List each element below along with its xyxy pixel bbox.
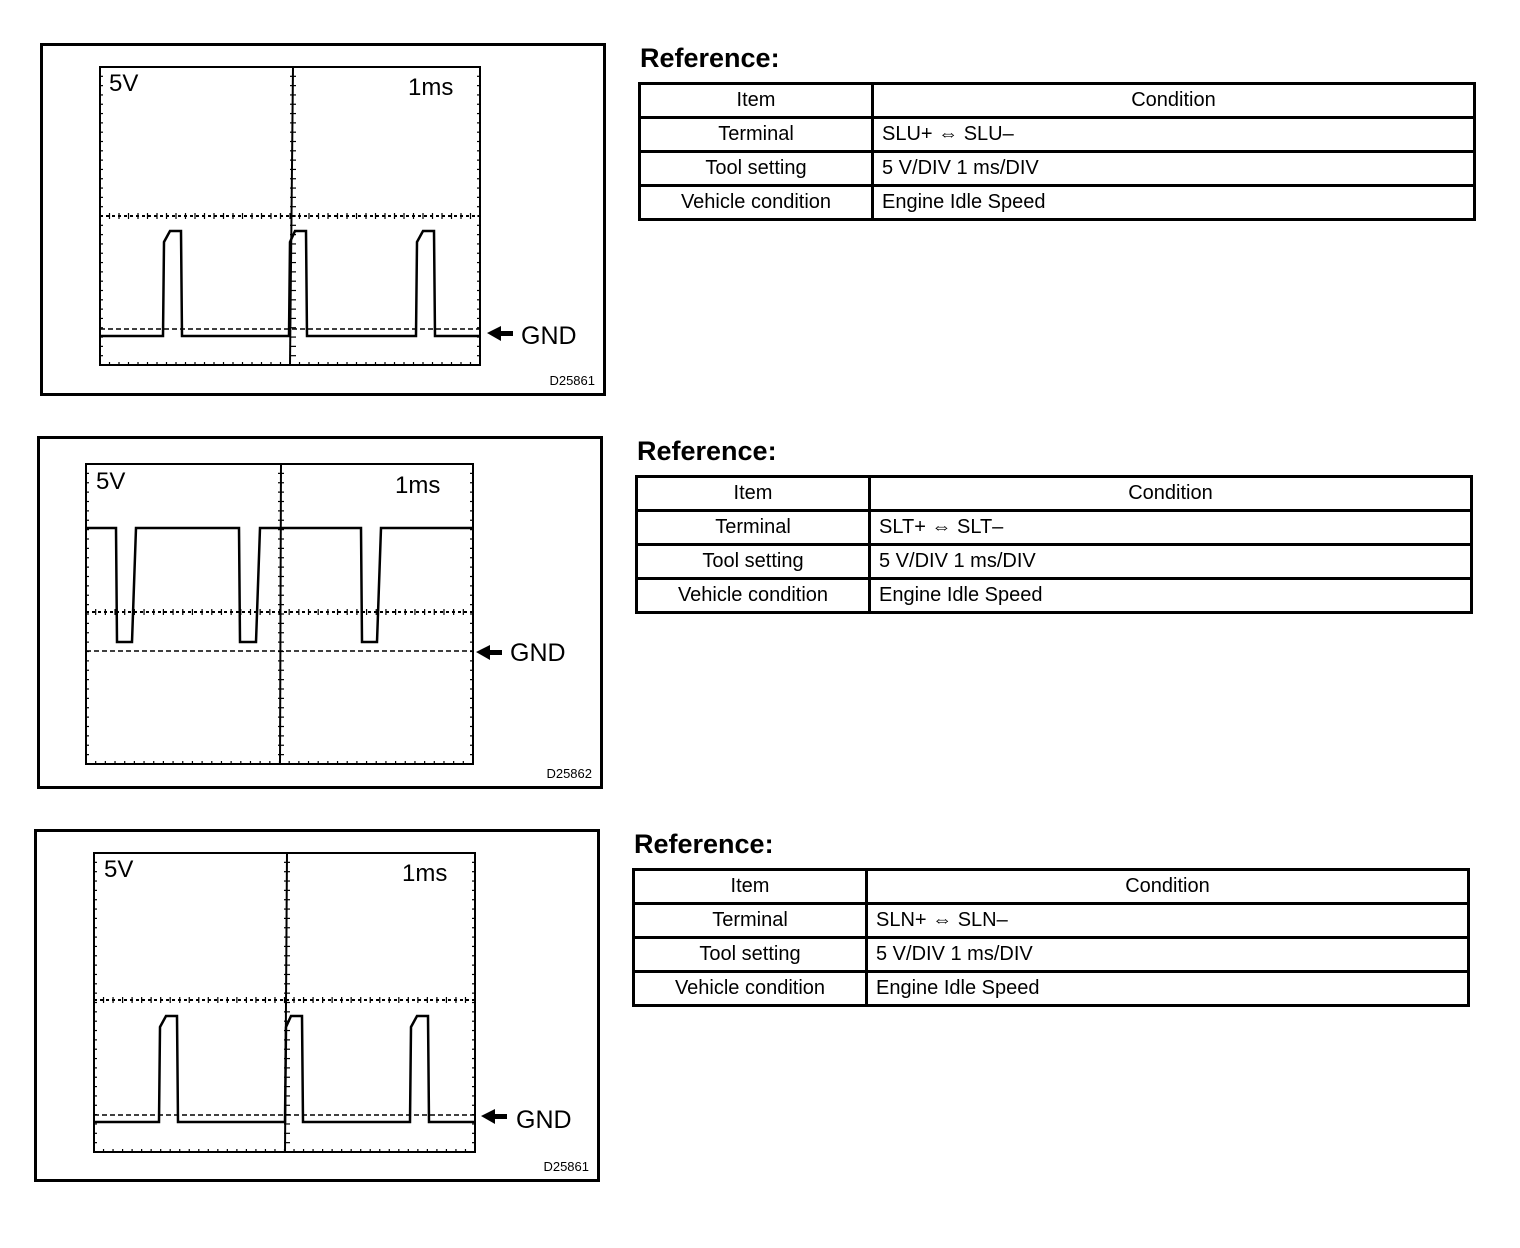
table-row [637,579,1472,613]
figure-id: D25861 [549,373,595,388]
reference-block-1 [638,45,1476,221]
volt-per-div-label: 5V [104,856,134,883]
reference-table [638,82,1476,221]
waveform-trace [94,1016,475,1122]
table-row [640,118,1475,152]
volt-per-div-label: 5V [109,70,139,97]
condition-cell: SLT+ ⇔ SLT– [870,511,1472,545]
waveform-trace [100,231,480,336]
reference-title: Reference: [634,829,774,859]
oscilloscope-screen-3 [37,832,603,1185]
oscilloscope-figure-3 [34,829,600,1182]
gnd-label: GND [521,322,577,350]
table-row [640,186,1475,220]
condition-column-header: Condition [867,870,1469,904]
item-cell: Tool setting [634,938,867,972]
condition-cell: Engine Idle Speed [873,186,1475,220]
oscilloscope-figure-1 [40,43,606,396]
time-per-div-label: 1ms [395,472,441,499]
item-cell: Vehicle condition [634,972,867,1006]
item-cell: Terminal [634,904,867,938]
table-row [640,152,1475,186]
condition-cell: 5 V/DIV 1 ms/DIV [867,938,1469,972]
table-header-row [640,84,1475,118]
item-column-header: Item [640,84,873,118]
figure-id: D25862 [546,766,592,781]
condition-cell: Engine Idle Speed [867,972,1469,1006]
item-cell: Terminal [637,511,870,545]
table-row [637,511,1472,545]
condition-cell: 5 V/DIV 1 ms/DIV [870,545,1472,579]
item-cell: Tool setting [637,545,870,579]
oscilloscope-screen-2 [40,439,606,792]
oscilloscope-figure-2 [37,436,603,789]
condition-cell: SLU+ ⇔ SLU– [873,118,1475,152]
table-header-row [634,870,1469,904]
oscilloscope-screen-1 [43,46,609,399]
reference-block-3 [632,831,1470,1007]
condition-column-header: Condition [870,477,1472,511]
reference-title: Reference: [640,43,780,73]
item-column-header: Item [634,870,867,904]
table-header-row [637,477,1472,511]
table-row [634,972,1469,1006]
condition-cell: 5 V/DIV 1 ms/DIV [873,152,1475,186]
item-cell: Vehicle condition [640,186,873,220]
vertical-center-axis [280,464,281,764]
gnd-label: GND [510,639,566,667]
item-cell: Terminal [640,118,873,152]
gnd-arrow-icon [487,326,513,341]
gnd-arrow-icon [476,645,502,660]
condition-cell: SLN+ ⇔ SLN– [867,904,1469,938]
table-row [634,904,1469,938]
reference-title: Reference: [637,436,777,466]
condition-cell: Engine Idle Speed [870,579,1472,613]
time-per-div-label: 1ms [408,74,454,101]
gnd-label: GND [516,1106,572,1134]
reference-table [635,475,1473,614]
reference-block-2 [635,438,1473,614]
item-cell: Tool setting [640,152,873,186]
reference-table [632,868,1470,1007]
table-row [637,545,1472,579]
table-row [634,938,1469,972]
time-per-div-label: 1ms [402,860,448,887]
volt-per-div-label: 5V [96,468,126,495]
item-cell: Vehicle condition [637,579,870,613]
item-column-header: Item [637,477,870,511]
condition-column-header: Condition [873,84,1475,118]
figure-id: D25861 [543,1159,589,1174]
gnd-arrow-icon [481,1109,507,1124]
